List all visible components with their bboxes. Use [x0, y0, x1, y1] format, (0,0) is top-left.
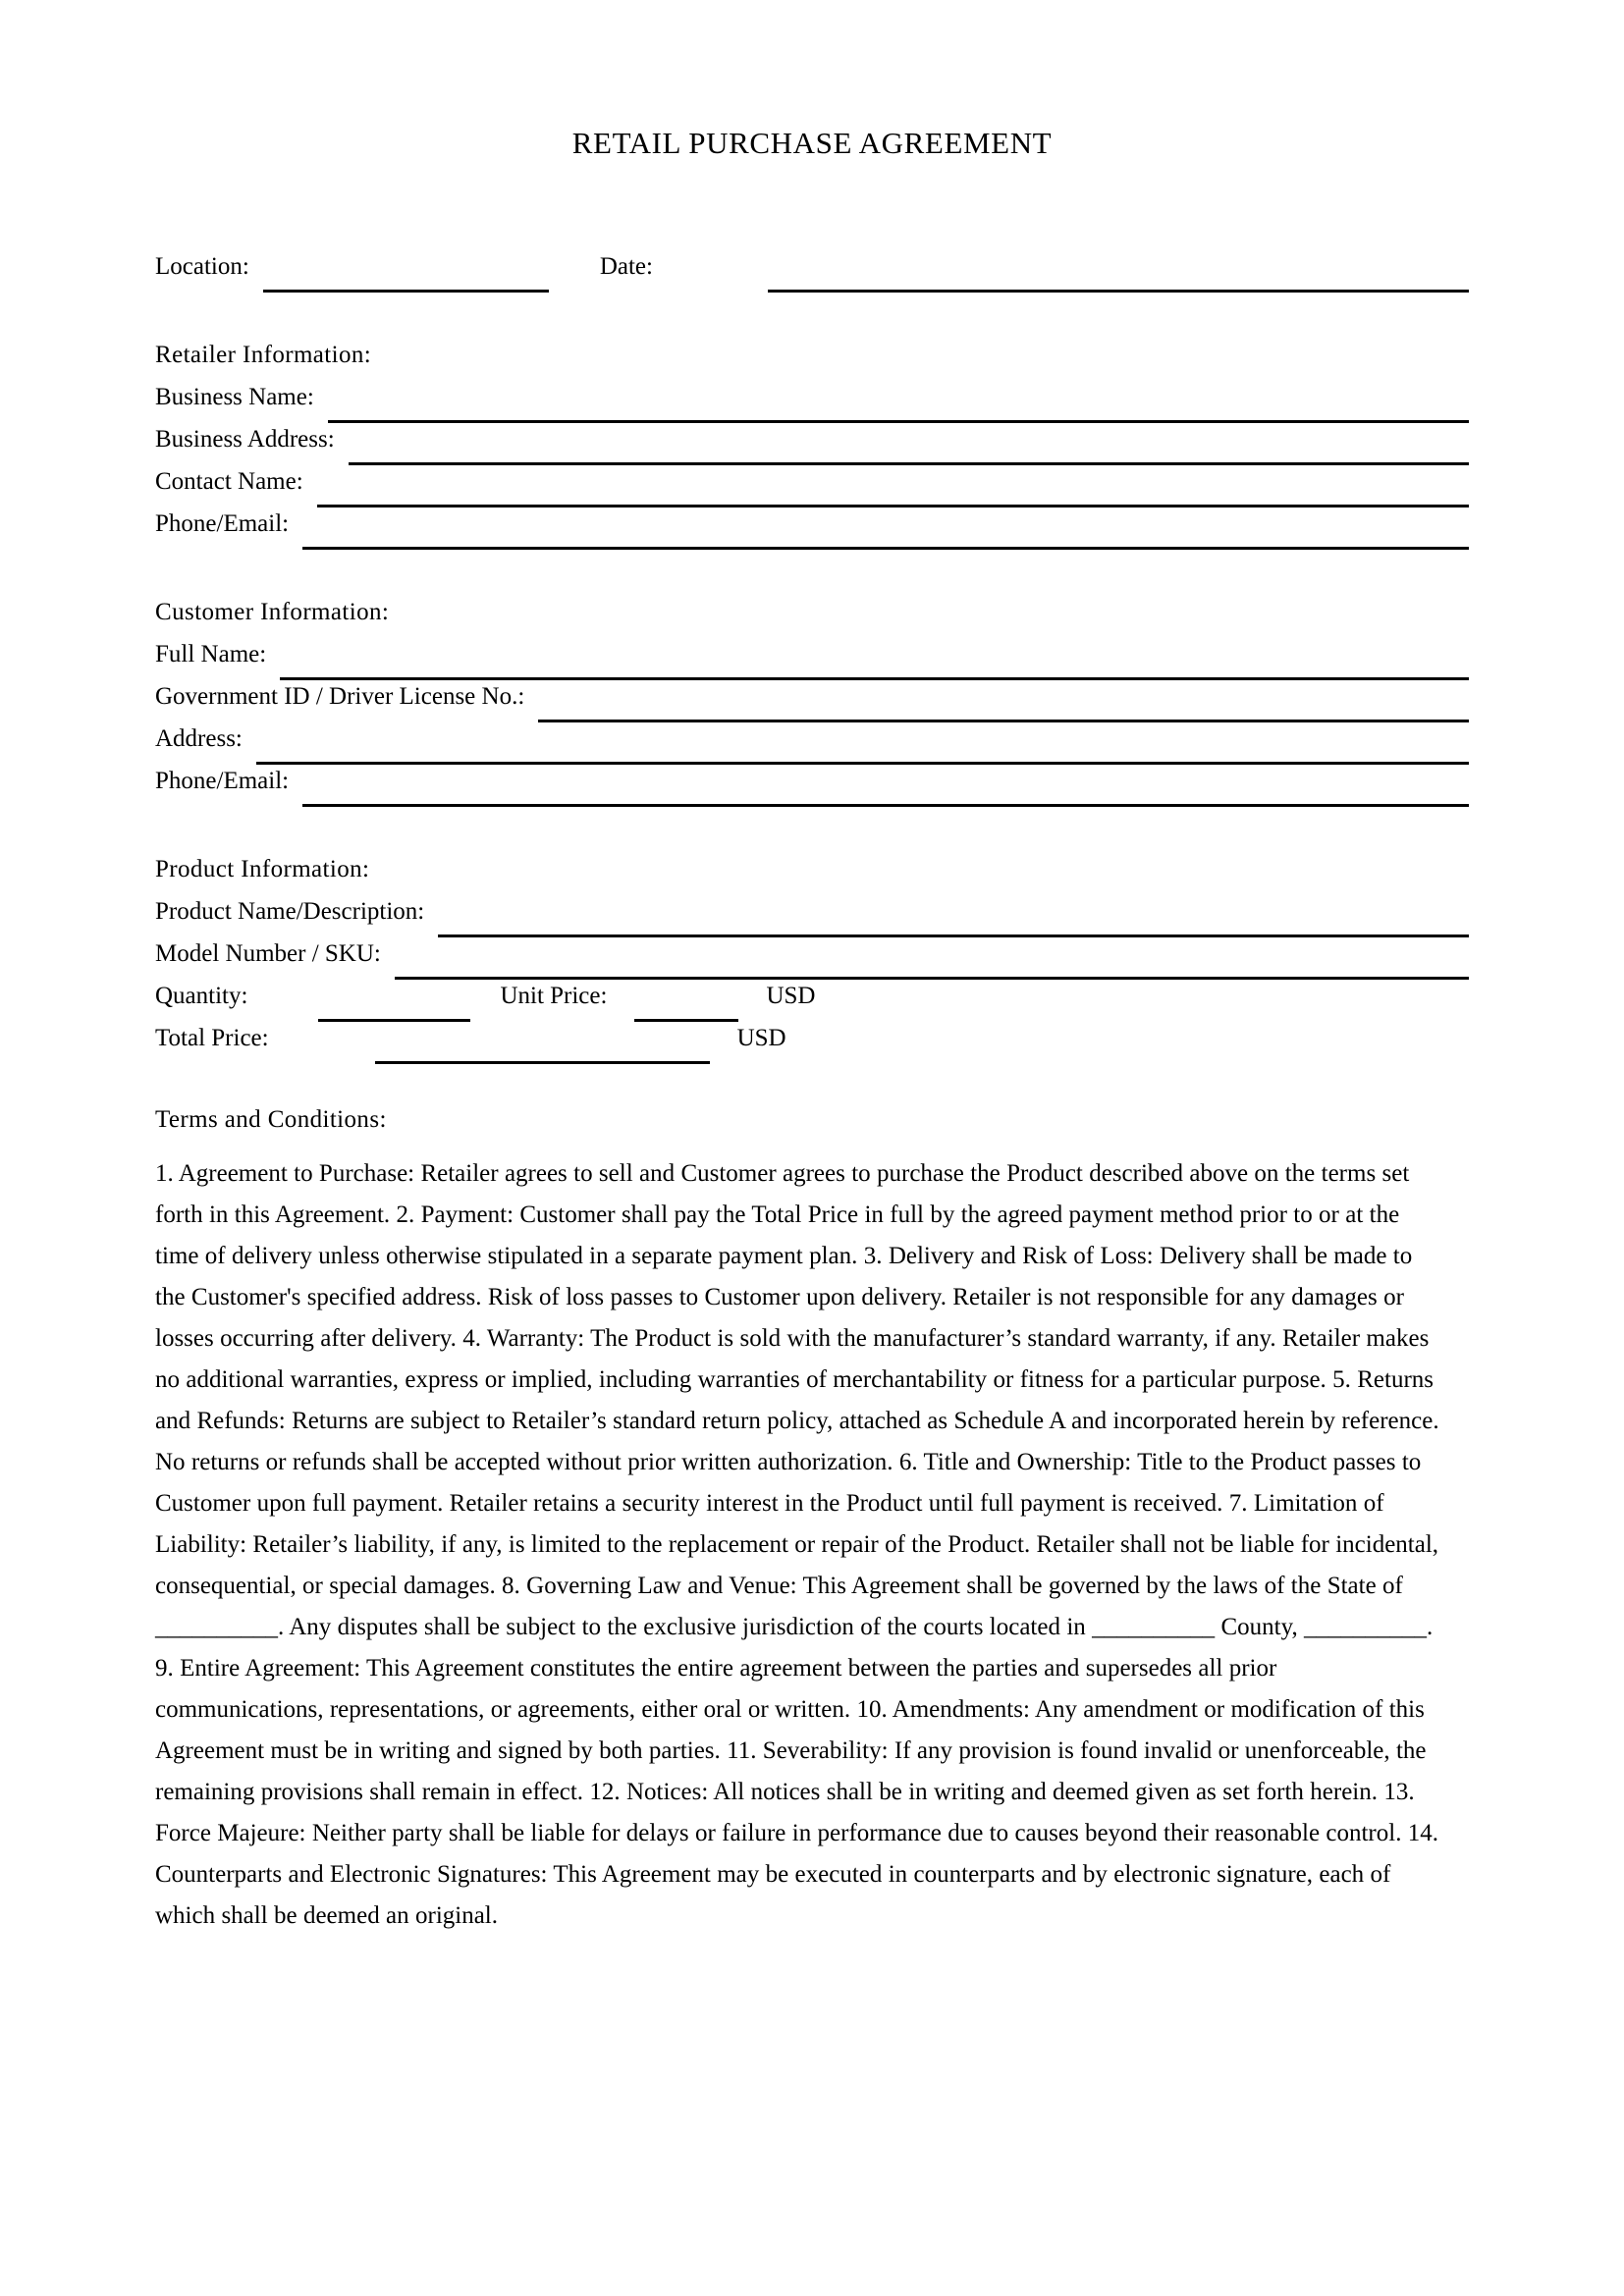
total-price-currency-label: USD — [736, 1025, 786, 1051]
full-name-label: Full Name: — [155, 641, 267, 667]
field-row-business-name — [155, 385, 1469, 427]
field-row-model-number — [155, 941, 1469, 984]
location-label: Location: — [155, 253, 249, 280]
contact-name-input-line[interactable] — [317, 505, 1469, 507]
retailer-section-heading: Retailer Information: — [155, 342, 372, 368]
total-price-label: Total Price: — [155, 1025, 269, 1051]
customer-phone-email-label: Phone/Email: — [155, 768, 290, 794]
document-content — [155, 0, 1469, 1937]
contact-name-label: Contact Name: — [155, 468, 303, 495]
model-number-input-line[interactable] — [395, 977, 1469, 980]
spacer — [155, 296, 1469, 343]
product-name-input-line[interactable] — [438, 934, 1469, 937]
model-number-label: Model Number / SKU: — [155, 940, 381, 967]
field-row-product-name — [155, 899, 1469, 941]
terms-section-heading: Terms and Conditions: — [155, 1106, 387, 1133]
retailer-phone-email-label: Phone/Email: — [155, 510, 290, 537]
government-id-label: Government ID / Driver License No.: — [155, 683, 525, 710]
government-id-input-line[interactable] — [538, 720, 1469, 722]
location-date-row — [155, 161, 1469, 296]
date-input-line[interactable] — [768, 290, 1469, 293]
product-section-heading: Product Information: — [155, 856, 370, 882]
customer-phone-email-input-line[interactable] — [302, 804, 1469, 807]
quantity-label: Quantity: — [155, 983, 248, 1009]
customer-address-input-line[interactable] — [256, 762, 1469, 765]
unit-price-currency-label: USD — [766, 983, 816, 1009]
customer-section-heading: Customer Information: — [155, 599, 390, 625]
field-row-quantity-unit-price — [155, 984, 1469, 1026]
business-address-input-line[interactable] — [349, 462, 1469, 465]
unit-price-label: Unit Price: — [500, 983, 608, 1009]
retailer-phone-email-input-line[interactable] — [302, 547, 1469, 550]
customer-address-label: Address: — [155, 725, 243, 752]
business-name-label: Business Name: — [155, 384, 314, 410]
total-price-input-line[interactable] — [375, 1061, 710, 1064]
date-label: Date: — [599, 253, 653, 280]
spacer — [155, 1068, 1469, 1107]
terms-section-body: 1. Agreement to Purchase: Retailer agrees to sell and Customer agrees to purchase the Product described above on the terms set forth in this Agreement. 2. Payment: Customer shall pay the Total Price in full by the agreed payment method prior to or at the time of delivery unless otherwise stipulated in a separate payment plan. 3. Delivery and Risk of Loss: Delivery shall be made to the Customer's specified address. Risk of loss passes to Customer upon delivery. Retailer is not responsible for any damages or losses occurring after delivery. 4. Warranty: The Product is sold with the manufacturer’s standard warranty, if any. Retailer makes no additional warranties, express or implied, including warranties of merchantability or fitness for a particular purpose. 5. Returns and Refunds: Returns are subject to Retailer’s standard return policy, attached as Schedule A and incorporated herein by reference. No returns or refunds shall be accepted without prior written authorization. 6. Title and Ownership: Title to the Product passes to Customer upon full payment. Retailer retains a security interest in the Product until full payment is received. 7. Limitation of Liability: Retailer’s liability, if any, is limited to the replacement or repair of the Product. Retailer shall not be liable for incidental, consequential, or special damages. 8. Governing Law and Venue: This Agreement shall be governed by the laws of the State of __________. Any disputes shall be subject to the exclusive jurisdiction of the courts located in __________ County, __________. 9. Entire Agreement: This Agreement constitutes the entire agreement between the parties and supersedes all prior communications, representations, or agreements, either oral or written. 10. Amendments: Any amendment or modification of this Agreement must be in writing and signed by both parties. 11. Severability: If any provision is found invalid or unenforceable, the remaining provisions shall remain in effect. 12. Notices: All notices shall be in writing and deemed given as set forth herein. 13. Force Majeure: Neither party shall be liable for delays or failure in performance due to causes beyond their reasonable control. 14. Counterparts and Electronic Signatures: This Agreement may be executed in counterparts and by electronic signature, each of which shall be deemed an original. — [155, 1160, 1439, 1929]
business-name-input-line[interactable] — [328, 420, 1469, 423]
field-row-total-price — [155, 1026, 1469, 1068]
full-name-input-line[interactable] — [280, 677, 1469, 680]
unit-price-input-line[interactable] — [634, 1019, 738, 1022]
field-row-business-address — [155, 427, 1469, 469]
field-row-retailer-phone-email — [155, 511, 1469, 554]
field-row-government-id — [155, 684, 1469, 726]
field-row-customer-address — [155, 726, 1469, 769]
location-input-line[interactable] — [263, 290, 549, 293]
product-name-label: Product Name/Description: — [155, 898, 425, 925]
field-row-customer-phone-email — [155, 769, 1469, 811]
quantity-input-line[interactable] — [318, 1019, 470, 1022]
field-row-full-name — [155, 642, 1469, 684]
business-address-label: Business Address: — [155, 426, 335, 453]
spacer — [155, 554, 1469, 600]
spacer — [155, 811, 1469, 857]
page-title: RETAIL PURCHASE AGREEMENT — [571, 126, 1053, 160]
field-row-contact-name — [155, 469, 1469, 511]
